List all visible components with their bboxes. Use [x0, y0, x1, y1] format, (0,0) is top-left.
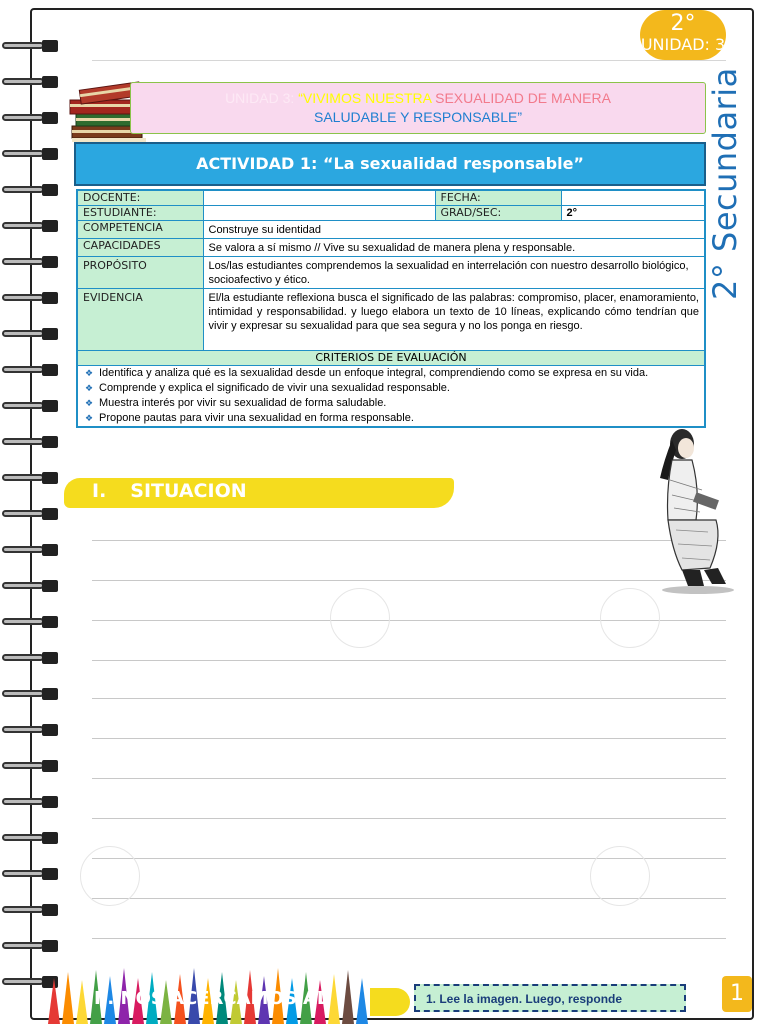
section-2-title: II. NOS ACERCAMOS AL — [94, 988, 329, 1009]
evidencia-label: EVIDENCIA — [77, 289, 203, 351]
proposito-value: Los/las estudiantes comprendemos la sexualidad en interrelación con nuestro desarrollo biológico, socioafectivo y ético. — [203, 257, 705, 289]
estudiante-field[interactable] — [203, 206, 435, 221]
page-number: 1 — [722, 976, 752, 1012]
watermark-spiral — [80, 846, 140, 906]
docente-label: DOCENTE: — [77, 190, 203, 206]
vertical-grade-title: 2° Secundaria — [706, 67, 744, 300]
activity-title: ACTIVIDAD 1: “La sexualidad responsable” — [74, 142, 706, 186]
gradsec-field[interactable]: 2° — [561, 206, 705, 221]
gradsec-label: GRAD/SEC: — [435, 206, 561, 221]
fecha-field[interactable] — [561, 190, 705, 206]
watermark-spiral — [600, 588, 660, 648]
evidencia-value: El/la estudiante reflexiona busca el significado de las palabras: compromiso, placer, enamoramiento, intimidad y responsabilidad. y luego elabora un texto de 10 líneas, explicando cómo tendrían que vivir y expresar su sexualidad para que sea segura y no los ponga en riesgo. — [203, 289, 705, 351]
grade-badge — [640, 10, 726, 60]
criteria-item: ❖ Comprende y explica el significado de vivir una sexualidad responsable. — [83, 381, 699, 396]
criteria-item: ❖ Muestra interés por vivir su sexualidad de forma saludable. — [83, 396, 699, 411]
docente-field[interactable] — [203, 190, 435, 206]
criteria-title: CRITERIOS DE EVALUACIÓN — [77, 351, 705, 366]
unit-label: UNIDAD 3: — [225, 90, 299, 106]
criteria-list — [77, 366, 705, 428]
section-title: SITUACION — [130, 480, 247, 502]
capacidades-label: CAPACIDADES — [77, 239, 203, 257]
section-2-highlight — [370, 988, 410, 1016]
estudiante-label: ESTUDIANTE: — [77, 206, 203, 221]
competencia-label: COMPETENCIA — [77, 221, 203, 239]
unit-title-part: “VIVIMOS NUESTRA — [298, 90, 436, 106]
watermark-spiral — [330, 588, 390, 648]
proposito-label: PROPÓSITO — [77, 257, 203, 289]
section-numeral: I. — [92, 480, 107, 502]
spiral-binding — [0, 30, 60, 1010]
task-instruction-box: 1. Lee la imagen. Luego, responde — [414, 984, 686, 1012]
situation-section-header — [64, 474, 454, 512]
unit-title-part: SEXUALIDAD DE MANERA — [435, 90, 611, 106]
girl-reading-illustration — [642, 420, 742, 595]
unit-title-part: SALUDABLE Y RESPONSABLE” — [313, 109, 523, 125]
capacidades-value: Se valora a sí mismo // Vive su sexualidad de manera plena y responsable. — [203, 239, 705, 257]
criteria-item: ❖ Identifica y analiza qué es la sexualidad desde un enfoque integral, comprendiendo como se expresa en su vida. — [83, 366, 699, 381]
unit-banner — [130, 82, 706, 134]
watermark-spiral — [590, 846, 650, 906]
fecha-label: FECHA: — [435, 190, 561, 206]
criteria-item: ❖ Propone pautas para vivir una sexualidad en forma responsable. — [83, 411, 699, 426]
competencia-value: Construye su identidad — [203, 221, 705, 239]
grade-text: 2° — [670, 11, 696, 36]
activity-info-table — [76, 189, 706, 428]
unit-text: UNIDAD: 3 — [640, 35, 726, 54]
